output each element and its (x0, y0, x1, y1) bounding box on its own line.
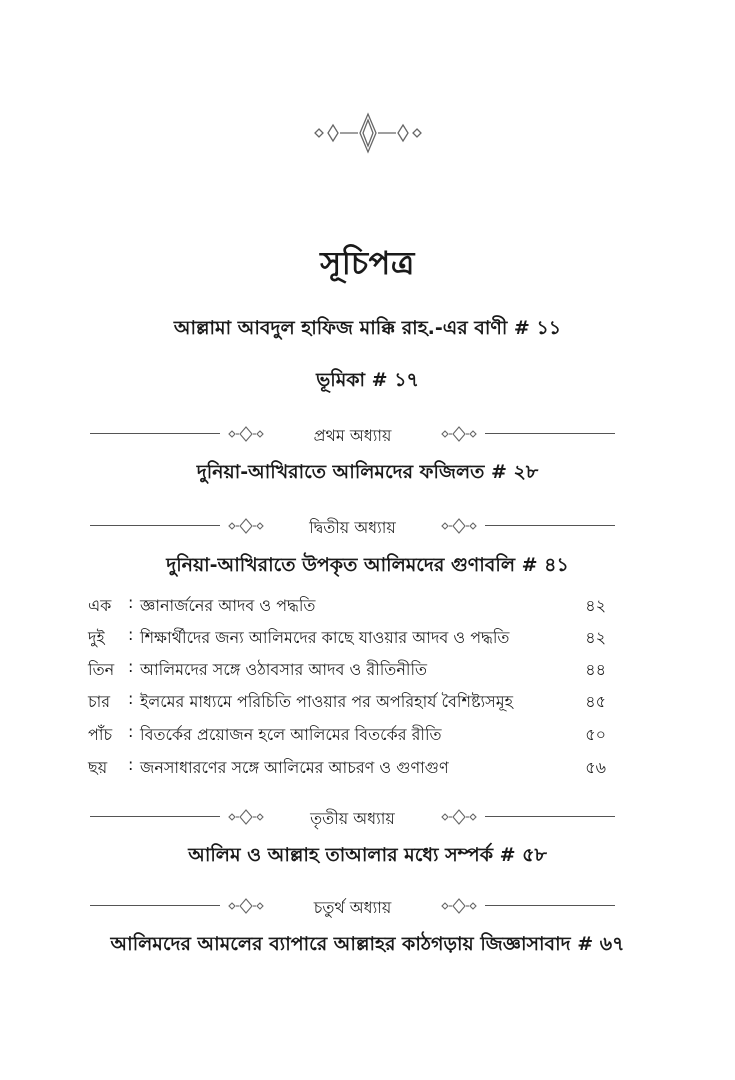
section-page: ৪৫ (585, 692, 606, 711)
section-title: জনসাধারণের সঙ্গে আলিমের আচরণ ও গুণাগুণ (140, 758, 449, 777)
section-title: আলিমদের সঙ্গে ওঠাবসার আদব ও রীতিনীতি (140, 660, 428, 679)
chapter-divider (90, 421, 615, 447)
toc-row (88, 655, 608, 683)
chapter-divider (90, 804, 615, 830)
divider-ornament-icon (437, 424, 481, 444)
section-page: ৪২ (585, 628, 606, 647)
section-colon: : (128, 689, 134, 708)
section-page: ৪২ (585, 596, 606, 615)
section-number: পাঁচ (88, 725, 113, 744)
chapter-label: চতুর্থ অধ্যায় (313, 898, 392, 917)
chapter-label: প্রথম অধ্যায় (313, 426, 392, 445)
front-item: আল্লামা আবদুল হাফিজ মাক্কি রাহ.-এর বাণী # ১১ (173, 317, 562, 339)
front-item: ভূমিকা # ১৭ (316, 369, 419, 391)
chapter-divider (90, 893, 615, 919)
section-colon: : (128, 755, 134, 774)
chapter-label: তৃতীয় অধ্যায় (310, 809, 395, 828)
section-number: এক (88, 596, 112, 615)
chapter-label: দ্বিতীয় অধ্যায় (309, 518, 396, 537)
toc-row (88, 687, 608, 715)
section-colon: : (128, 625, 134, 644)
divider-ornament-icon (437, 896, 481, 916)
chapter-heading: আলিম ও আল্লাহ তাআলার মধ্যে সম্পর্ক # ৫৮ (188, 844, 547, 866)
section-colon: : (128, 722, 134, 741)
ornament-top-icon (0, 108, 735, 162)
page-title: সূচিপত্র (320, 244, 415, 282)
chapter-heading: আলিমদের আমলের ব্যাপারে আল্লাহর কাঠগড়ায় জিজ্ঞাসাবাদ # ৬৭ (110, 933, 625, 955)
divider-ornament-icon (437, 516, 481, 536)
chapter-divider (90, 513, 615, 539)
section-number: ছয় (88, 758, 108, 777)
divider-ornament-icon (437, 807, 481, 827)
section-title: বিতর্কের প্রয়োজন হলে আলিমের বিতর্কের রীতি (140, 725, 442, 744)
section-page: ৪৪ (585, 660, 606, 679)
section-title: শিক্ষার্থীদের জন্য আলিমদের কাছে যাওয়ার আদব ও পদ্ধতি (140, 628, 510, 647)
section-colon: : (128, 657, 134, 676)
section-colon: : (128, 593, 134, 612)
chapter-heading: দুনিয়া-আখিরাতে আলিমদের ফজিলত # ২৮ (196, 461, 539, 483)
toc-row (88, 753, 608, 781)
section-title: জ্ঞানার্জনের আদব ও পদ্ধতি (140, 596, 316, 615)
section-number: দুই (88, 628, 105, 647)
toc-row (88, 591, 608, 619)
toc-row (88, 623, 608, 651)
section-page: ৫০ (585, 725, 606, 744)
section-number: চার (88, 692, 111, 711)
section-title: ইলমের মাধ্যমে পরিচিতি পাওয়ার পর অপরিহার্য বৈশিষ্ট্যসমূহ (140, 692, 514, 711)
section-number: তিন (88, 660, 115, 679)
section-page: ৫৬ (585, 758, 606, 777)
toc-row (88, 720, 608, 748)
chapter-heading: দুনিয়া-আখিরাতে উপকৃত আলিমদের গুণাবলি # ৪১ (166, 554, 569, 576)
